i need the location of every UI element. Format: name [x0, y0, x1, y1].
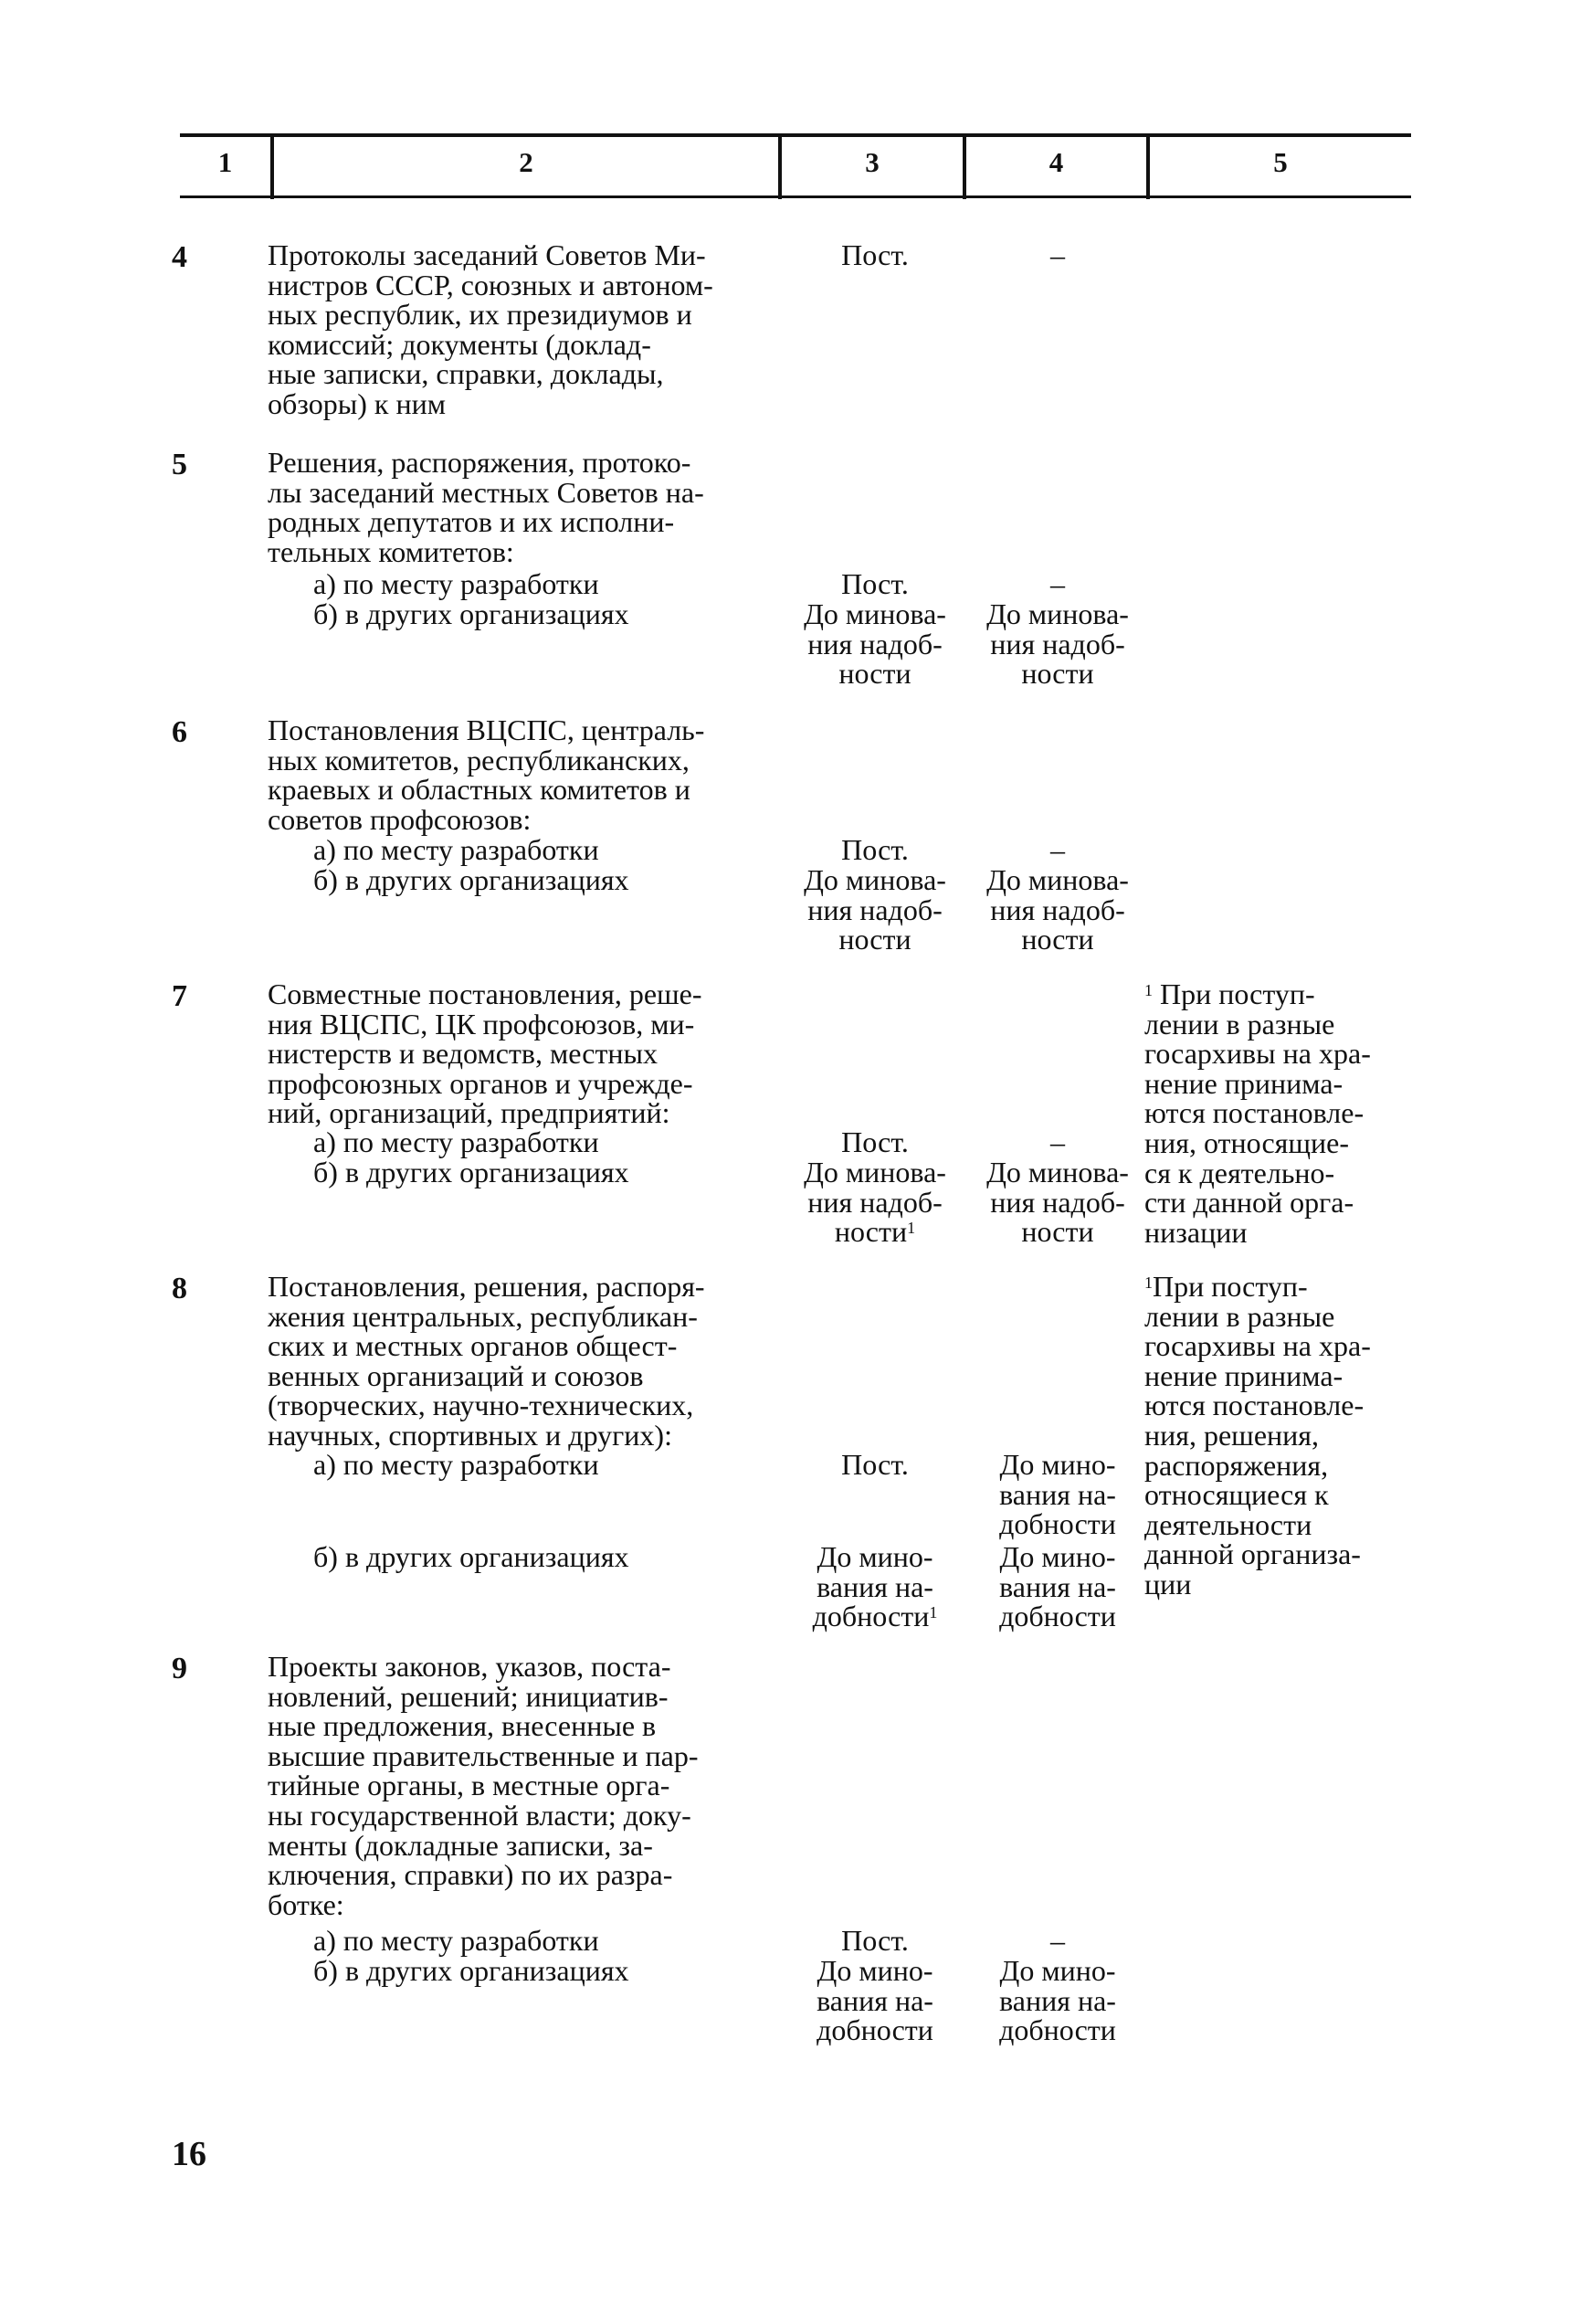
- sub-item-b: б) в других организациях: [313, 1954, 629, 1987]
- row-number: 4: [172, 240, 187, 274]
- footnote-marker: 1: [1144, 1273, 1153, 1292]
- retention-period-expert: До мино- вания на- добности: [999, 1954, 1116, 2047]
- row-description: Решения, распоряжения, протоко- лы заседаний местных Советов на- родных депутатов и их исполни- тельных комитетов:: [268, 446, 704, 568]
- retention-period: Пост.: [841, 833, 909, 866]
- table-header-bottom-rule: [180, 195, 1411, 198]
- retention-period: Пост.: [841, 238, 909, 271]
- header-col-2: 2: [519, 146, 533, 178]
- retention-period-text: До минова- ния надоб- ности: [804, 1156, 946, 1249]
- retention-period: Пост.: [841, 1448, 909, 1481]
- retention-period-expert: До мино- вания на- добности: [999, 1540, 1116, 1633]
- header-col-5: 5: [1273, 146, 1288, 178]
- footnote-text: При поступ- лении в разные госархивы на хра- нение принима- ются постановле- ния, решения, распоряжения, относящиеся к деятельности данной организа- ции: [1144, 1270, 1371, 1600]
- row-description: Совместные постановления, реше- ния ВЦСПС, ЦК профсоюзов, ми- нистерств и ведомств, местных профсоюзных органов и учрежде- ний, организаций, предприятий:: [268, 977, 702, 1130]
- sub-item-b: б) в других организациях: [313, 863, 629, 896]
- retention-period-expert: –: [1050, 238, 1065, 271]
- sub-item-b: б) в других организациях: [313, 1540, 629, 1573]
- row-number: 9: [172, 1652, 187, 1685]
- retention-period: [784, 1157, 966, 1247]
- retention-period-expert: –: [1050, 1924, 1065, 1957]
- sub-item-a: а) по месту разработки: [313, 1448, 599, 1481]
- retention-period: Пост.: [841, 1924, 909, 1957]
- footnote: [1144, 1272, 1371, 1600]
- retention-period: Пост.: [841, 567, 909, 600]
- retention-period: Пост.: [841, 1125, 909, 1158]
- row-description: Постановления ВЦСПС, централь- ных комитетов, республиканских, краевых и областных комитетов и советов профсоюзов:: [268, 713, 705, 836]
- retention-period-expert: До мино- вания на- добности: [999, 1448, 1116, 1541]
- row-number: 7: [172, 979, 187, 1013]
- sub-item-b: б) в других организациях: [313, 597, 629, 630]
- retention-period: [784, 1542, 966, 1632]
- page-number: 16: [172, 2135, 206, 2173]
- sub-item-a: а) по месту разработки: [313, 567, 599, 600]
- sub-item-a: а) по месту разработки: [313, 833, 599, 866]
- row-description: Постановления, решения, распоря- жения центральных, республикан- ских и местных органов общест- венных организаций и союзов (творческих, научно-технических, научных, спортивных и других):: [268, 1270, 705, 1452]
- footnote-text: При поступ- лении в разные госархивы на хра- нение принима- ются постановле- ния, относящие- ся к деятельно- сти данной орга- низации: [1144, 977, 1371, 1249]
- retention-period-text: До мино- вания на- добности: [812, 1540, 933, 1633]
- header-col-3: 3: [865, 146, 880, 178]
- footnote-marker: 1: [929, 1603, 938, 1622]
- sub-item-a: а) по месту разработки: [313, 1924, 599, 1957]
- retention-period: До мино- вания на- добности: [817, 1954, 933, 2047]
- footnote: [1144, 979, 1371, 1247]
- sub-item-a: а) по месту разработки: [313, 1125, 599, 1158]
- footnote-marker: 1: [907, 1219, 916, 1238]
- retention-period-expert: –: [1050, 567, 1065, 600]
- retention-period-expert: До минова- ния надоб- ности: [986, 597, 1129, 691]
- retention-period: До минова- ния надоб- ности: [804, 597, 946, 691]
- retention-period: До минова- ния надоб- ности: [804, 863, 946, 956]
- retention-period-expert: До минова- ния надоб- ности: [986, 863, 1129, 956]
- retention-period-expert: –: [1050, 1125, 1065, 1158]
- row-number: 8: [172, 1272, 187, 1305]
- footnote-marker: 1: [1144, 981, 1153, 999]
- header-col-1: 1: [217, 146, 233, 178]
- row-description: Проекты законов, указов, поста- новлений, решений; инициатив- ные предложения, внесенные в высшие правительственные и пар- тийные органы, в местные орга- ны государственной власти; доку- менты (докладные записки, за- ключения, справки) по их разра- ботке:: [268, 1650, 699, 1921]
- table-top-rule: [180, 133, 1411, 137]
- row-description: Протоколы заседаний Советов Ми- нистров СССР, союзных и автоном- ных республик, их президиумов и комиссий; документы (доклад- ные записки, справки, доклады, обзоры) к ним: [268, 238, 713, 420]
- retention-period-expert: –: [1050, 833, 1065, 866]
- sub-item-b: б) в других организациях: [313, 1156, 629, 1188]
- row-number: 6: [172, 715, 187, 749]
- header-col-4: 4: [1048, 146, 1064, 178]
- row-number: 5: [172, 448, 187, 481]
- retention-period-expert: До минова- ния надоб- ности: [986, 1156, 1129, 1249]
